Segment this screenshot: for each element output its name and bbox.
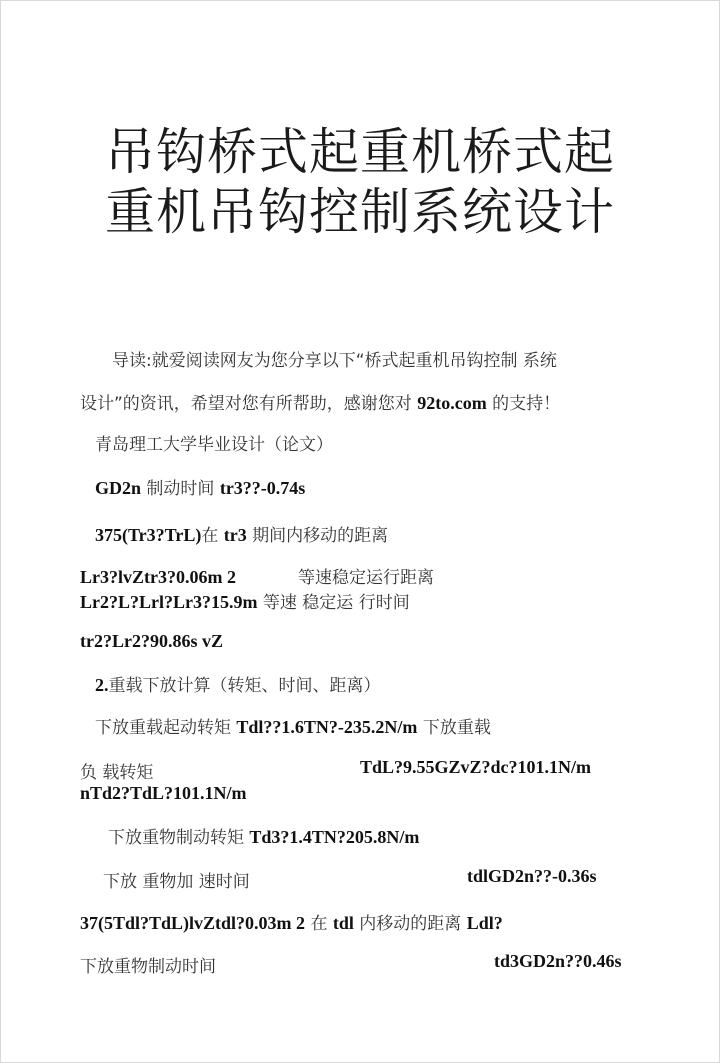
formula: tdl xyxy=(332,913,354,933)
text: 内移动的距离 xyxy=(353,914,467,934)
formula-line xyxy=(80,588,410,613)
label-line: 负 载转矩 xyxy=(80,763,154,783)
formula: Lr3?lvZtr3?0.06m 2 xyxy=(80,567,236,587)
formula: TdL?9.55GZvZ?dc?101.1N/m xyxy=(360,757,592,777)
intro-line-1: 导读:就爱阅读网友为您分享以下“桥式起重机吊钩控制 系统 xyxy=(112,351,557,371)
formula: Ldl? xyxy=(466,913,503,933)
text: 在 xyxy=(201,526,224,546)
text: 等速 稳定运 行时间 xyxy=(257,593,410,613)
label-line: 下放 重物加 速时间 xyxy=(103,872,250,892)
formula-line xyxy=(80,909,503,934)
intro-site-link[interactable]: 92to.com xyxy=(417,393,487,413)
intro-text: 设计”的资讯，希望对您有所帮助，感谢您对 xyxy=(80,394,412,414)
formula-line xyxy=(80,563,434,588)
formula: Td3?1.4TN?205.8N/m xyxy=(249,827,420,847)
document-title-line-1: 吊钩桥式起重机桥式起 xyxy=(105,123,615,181)
formula: Lr2?L?Lrl?Lr3?15.9m xyxy=(80,592,258,612)
formula: tr2?Lr2?90.86s vZ xyxy=(80,631,223,651)
label-line: 下放重物制动时间 xyxy=(80,957,216,977)
formula-line xyxy=(95,474,305,499)
formula-line xyxy=(108,823,419,848)
text: 在 xyxy=(305,914,333,934)
formula: Tdl??1.6TN?-235.2N/m xyxy=(236,717,418,737)
intro-line-2 xyxy=(80,389,560,414)
formula-line xyxy=(80,631,223,652)
intro-text-end: 的支持！ xyxy=(492,394,561,414)
formula: 37(5Tdl?TdL)lvZtdl?0.03m 2 xyxy=(80,913,306,933)
formula: td3GD2n??0.46s xyxy=(494,951,622,971)
document-title-line-2: 重机吊钩控制系统设计 xyxy=(105,183,615,241)
school-line: 青岛理工大学毕业设计（论文） xyxy=(95,435,333,455)
text: 制动时间 xyxy=(141,479,220,499)
formula: tdlGD2n??-0.36s xyxy=(467,866,597,886)
text: 下放重物制动转矩 xyxy=(108,828,250,848)
section-number: 2. xyxy=(95,675,109,695)
formula: GD2n xyxy=(95,478,142,498)
formula-line xyxy=(95,713,491,738)
section-heading xyxy=(95,671,381,696)
formula: tr3 xyxy=(223,525,247,545)
text: 等速稳定运行距离 xyxy=(297,568,434,588)
text: 下放重载起动转矩 xyxy=(95,718,237,738)
text: 下放重载 xyxy=(417,718,491,738)
formula: nTd2?TdL?101.1N/m xyxy=(80,783,247,803)
section-title: 重载下放计算（转矩、时间、距离） xyxy=(108,676,381,696)
text: 期间内移动的距离 xyxy=(246,526,389,546)
formula-line xyxy=(95,521,388,546)
formula: 375(Tr3?TrL) xyxy=(95,525,202,545)
formula: tr3??-0.74s xyxy=(219,478,306,498)
